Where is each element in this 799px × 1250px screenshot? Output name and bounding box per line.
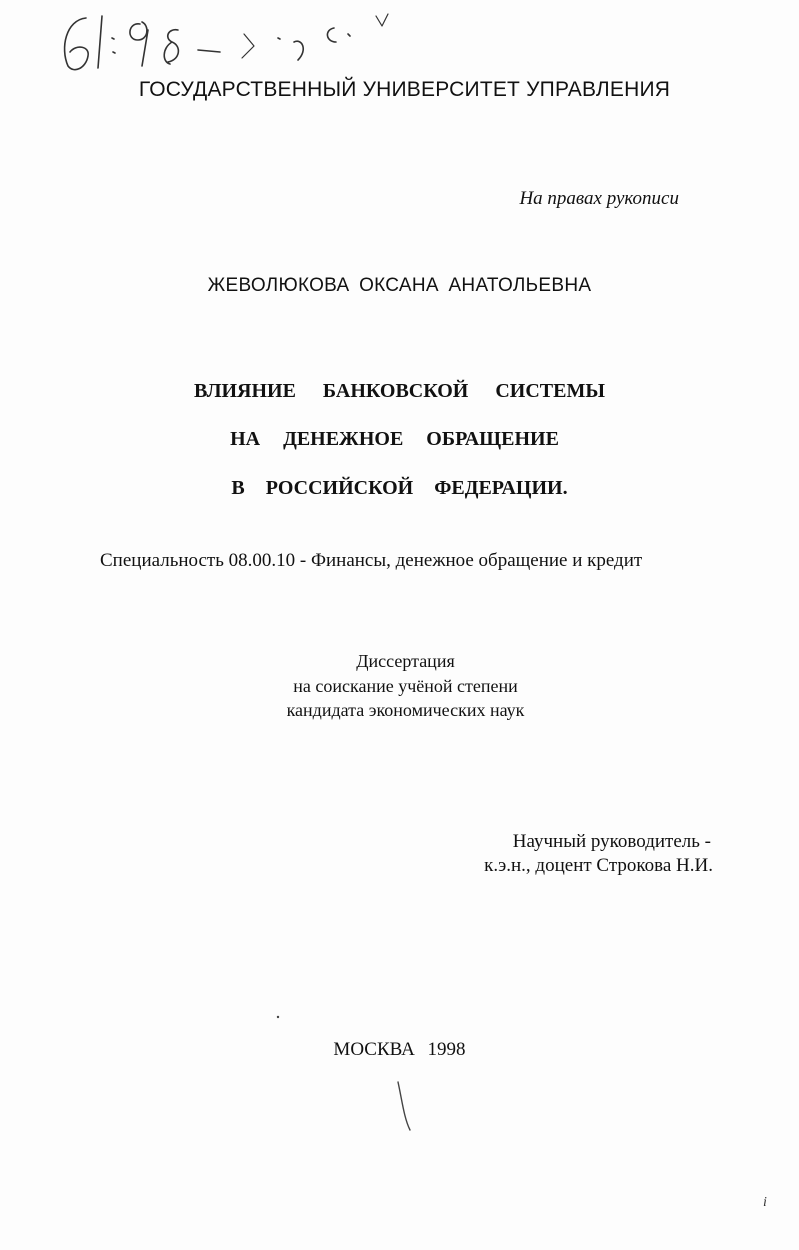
specialty-line: Специальность 08.00.10 - Финансы, денежное обращение и кредит [100, 550, 643, 571]
supervisor-name: к.э.н., доцент Строкова Н.И. [484, 855, 713, 876]
dissertation-degree-line: на соискание учёной степени [293, 676, 518, 696]
supervisor-label: Научный руководитель - [512, 831, 711, 852]
dissertation-field-line: кандидата экономических наук [286, 700, 525, 720]
title-line-3: В РОССИЙСКОЙ ФЕДЕРАЦИИ. [231, 477, 568, 499]
title-line-2: НА ДЕНЕЖНОЕ ОБРАЩЕНИЕ [230, 428, 559, 450]
university-name: ГОСУДАРСТВЕННЫЙ УНИВЕРСИТЕТ УПРАВЛЕНИЯ [138, 78, 671, 101]
city-year: МОСКВА 1998 [333, 1039, 466, 1060]
author-name: ЖЕВОЛЮКОВА ОКСАНА АНАТОЛЬЕВНА [207, 275, 592, 296]
page-mark: i [763, 1195, 767, 1210]
handwritten-catalog-number [58, 8, 398, 78]
title-line-1: ВЛИЯНИЕ БАНКОВСКОЙ СИСТЕМЫ [194, 380, 605, 402]
rights-note: На правах рукописи [519, 188, 679, 209]
dissertation-label: Диссертация [356, 651, 455, 671]
